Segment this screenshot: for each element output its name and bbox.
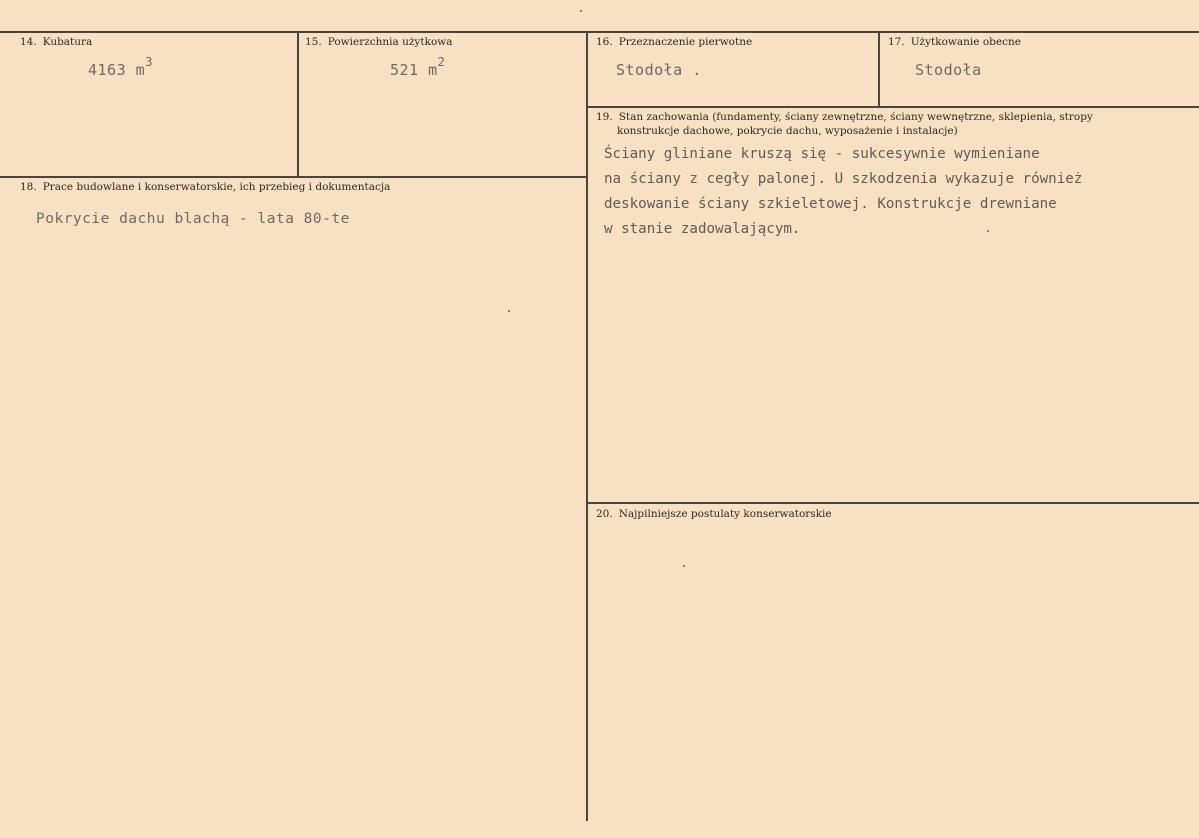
powierzchnia-unit-exponent: 2	[437, 55, 446, 69]
field-19-number: 19.	[596, 111, 613, 123]
vertical-divider-main	[586, 31, 588, 821]
field-16-number: 16.	[596, 36, 613, 48]
paper-speck	[987, 230, 989, 232]
field-15-value	[390, 55, 446, 79]
field-14-number: 14.	[20, 36, 37, 48]
stan-line-4: w stanie zadowalającym.	[604, 221, 801, 237]
kubatura-unit-exponent: 3	[145, 55, 153, 69]
field-16-value: Stodoła .	[616, 61, 702, 79]
field-19-value	[604, 142, 1082, 242]
stan-line-2: na ściany z cegły palonej. U szkodzenia wykazuje również	[604, 171, 1083, 187]
vertical-divider-3	[878, 31, 880, 107]
vertical-divider-1	[297, 31, 299, 177]
field-15-label	[305, 36, 453, 49]
top-border-line	[0, 31, 1199, 33]
field-17-number: 17.	[888, 36, 905, 48]
paper-speck	[580, 10, 582, 12]
field-15-title: Powierzchnia użytkowa	[327, 36, 453, 48]
field-14-label	[20, 36, 92, 49]
field-16-title: Przeznaczenie pierwotne	[618, 36, 753, 48]
field-18-value: Pokrycie dachu blachą - lata 80-te	[36, 211, 350, 227]
field-20-title: Najpilniejsze postulaty konserwatorskie	[618, 508, 832, 520]
field-19-label-line2: konstrukcje dachowe, pokrycie dachu, wyposażenie i instalacje)	[617, 125, 958, 137]
field-18-title: Prace budowlane i konserwatorskie, ich przebieg i dokumentacja	[42, 181, 391, 193]
field-17-title: Użytkowanie obecne	[910, 36, 1021, 48]
stan-line-3: deskowanie ściany szkieletowej. Konstrukcje drewniane	[604, 196, 1057, 212]
paper-speck	[683, 565, 685, 567]
divider-row2-right	[588, 106, 1199, 108]
field-19-title-line1: Stan zachowania (fundamenty, ściany zewnętrzne, ściany wewnętrzne, sklepienia, stropy	[618, 111, 1093, 123]
field-14-value	[88, 55, 153, 79]
field-18-label	[20, 181, 390, 194]
paper-speck	[508, 310, 510, 312]
field-18-number: 18.	[20, 181, 37, 193]
stan-line-1: Ściany gliniane kruszą się - sukcesywnie wymieniane	[604, 146, 1040, 162]
field-20-label	[596, 508, 832, 521]
divider-row2-left	[0, 176, 586, 178]
field-19-label	[596, 111, 1093, 124]
field-20-number: 20.	[596, 508, 613, 520]
field-15-number: 15.	[305, 36, 322, 48]
kubatura-value: 4163 m	[88, 61, 146, 79]
field-14-title: Kubatura	[42, 36, 93, 48]
field-17-label	[888, 36, 1021, 49]
divider-row3-right	[588, 502, 1199, 504]
field-16-label	[596, 36, 752, 49]
powierzchnia-value: 521 m	[390, 61, 438, 79]
field-17-value: Stodoła	[915, 61, 982, 79]
